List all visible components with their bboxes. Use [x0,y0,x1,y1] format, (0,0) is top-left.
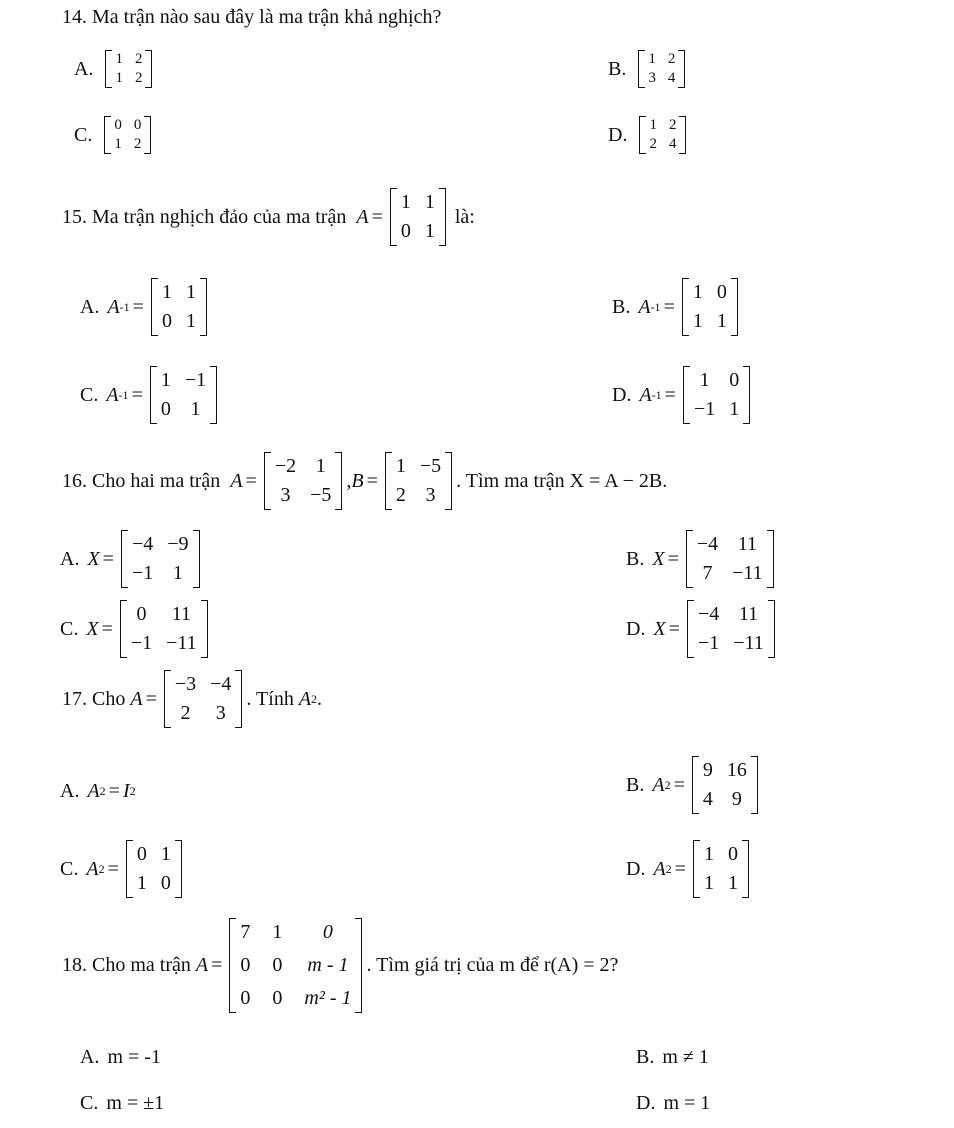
question-16: 16. Cho hai ma trận A = −2 1 3 −5 , B = 1 −5 2 3 . Tìm ma trận X = A − 2B. [62,452,667,510]
question-14-text: 14. Ma trận nào sau đây là ma trận khả nghịch? [62,6,442,28]
q14-option-d-matrix: 1 2 2 4 [639,116,686,154]
q14-option-d[interactable]: D. 1 2 2 4 [608,116,690,154]
q17-option-c-matrix: 0 1 1 0 [126,840,182,898]
q18-option-d[interactable]: D. m = 1 [636,1092,711,1114]
q16-option-c[interactable]: C. X = 0 11 −1 −11 [60,600,212,658]
q14-option-c-matrix: 0 0 1 2 [104,116,151,154]
q14-option-b-matrix: 1 2 3 4 [638,50,685,88]
q18-option-c[interactable]: C. m = ±1 [80,1092,165,1114]
q16-option-a-matrix: −4 −9 −1 1 [121,530,200,588]
q16-option-d[interactable]: D. X = −4 11 −1 −11 [626,600,779,658]
q15-option-c-matrix: 1 −1 0 1 [150,366,217,424]
question-14 [62,6,441,29]
q17-option-d[interactable]: D. A 2 = 1 0 1 1 [626,840,753,898]
q14-option-b[interactable]: B. 1 2 3 4 [608,50,689,88]
q14-option-c[interactable]: C. 0 0 1 2 [74,116,155,154]
q17-option-c[interactable]: C. A 2 = 0 1 1 0 [60,840,186,898]
q15-option-d[interactable]: D. A -1 = 1 0 −1 1 [612,366,754,424]
q15-option-a[interactable]: A. A -1 = 1 1 0 1 [80,278,211,336]
q14-option-a[interactable]: A. 1 2 1 2 [74,50,156,88]
q15-option-c[interactable]: C. A -1 = 1 −1 0 1 [80,366,221,424]
q16-matrix-b: 1 −5 2 3 [385,452,452,510]
q15-option-b[interactable]: B. A -1 = 1 0 1 1 [612,278,742,336]
q16-matrix-a: −2 1 3 −5 [264,452,343,510]
q15-option-a-matrix: 1 1 0 1 [151,278,207,336]
q16-option-b[interactable]: B. X = −4 11 7 −11 [626,530,778,588]
question-17: 17. Cho A = −3 −4 2 3 . Tính A 2 . [62,670,322,728]
q15-option-b-matrix: 1 0 1 1 [682,278,738,336]
q18-matrix: 7 1 0 0 0 m - 1 0 0 m² - 1 [229,918,362,1013]
q18-option-a[interactable]: A. m = -1 [80,1046,161,1068]
q17-matrix: −3 −4 2 3 [164,670,243,728]
q17-option-d-matrix: 1 0 1 1 [693,840,749,898]
q17-option-b[interactable]: B. A 2 = 9 16 4 9 [626,756,762,814]
q14-option-a-matrix: 1 2 1 2 [105,50,152,88]
q16-option-d-matrix: −4 11 −1 −11 [687,600,775,658]
q17-option-a[interactable]: A. A 2 = I 2 [60,780,136,802]
q16-option-c-matrix: 0 11 −1 −11 [120,600,208,658]
question-15: 15. Ma trận nghịch đảo của ma trận A = 1 1 0 1 là: [62,188,475,246]
q18-option-b[interactable]: B. m ≠ 1 [636,1046,709,1068]
q15-option-d-matrix: 1 0 −1 1 [683,366,750,424]
q17-option-b-matrix: 9 16 4 9 [692,756,758,814]
question-18: 18. Cho ma trận A = 7 1 0 0 0 m - 1 0 0 m² - 1 . Tìm giá trị của m để r(A) = 2? [62,918,618,1013]
q16-option-b-matrix: −4 11 7 −11 [686,530,774,588]
q16-option-a[interactable]: A. X = −4 −9 −1 1 [60,530,204,588]
q15-matrix: 1 1 0 1 [390,188,446,246]
